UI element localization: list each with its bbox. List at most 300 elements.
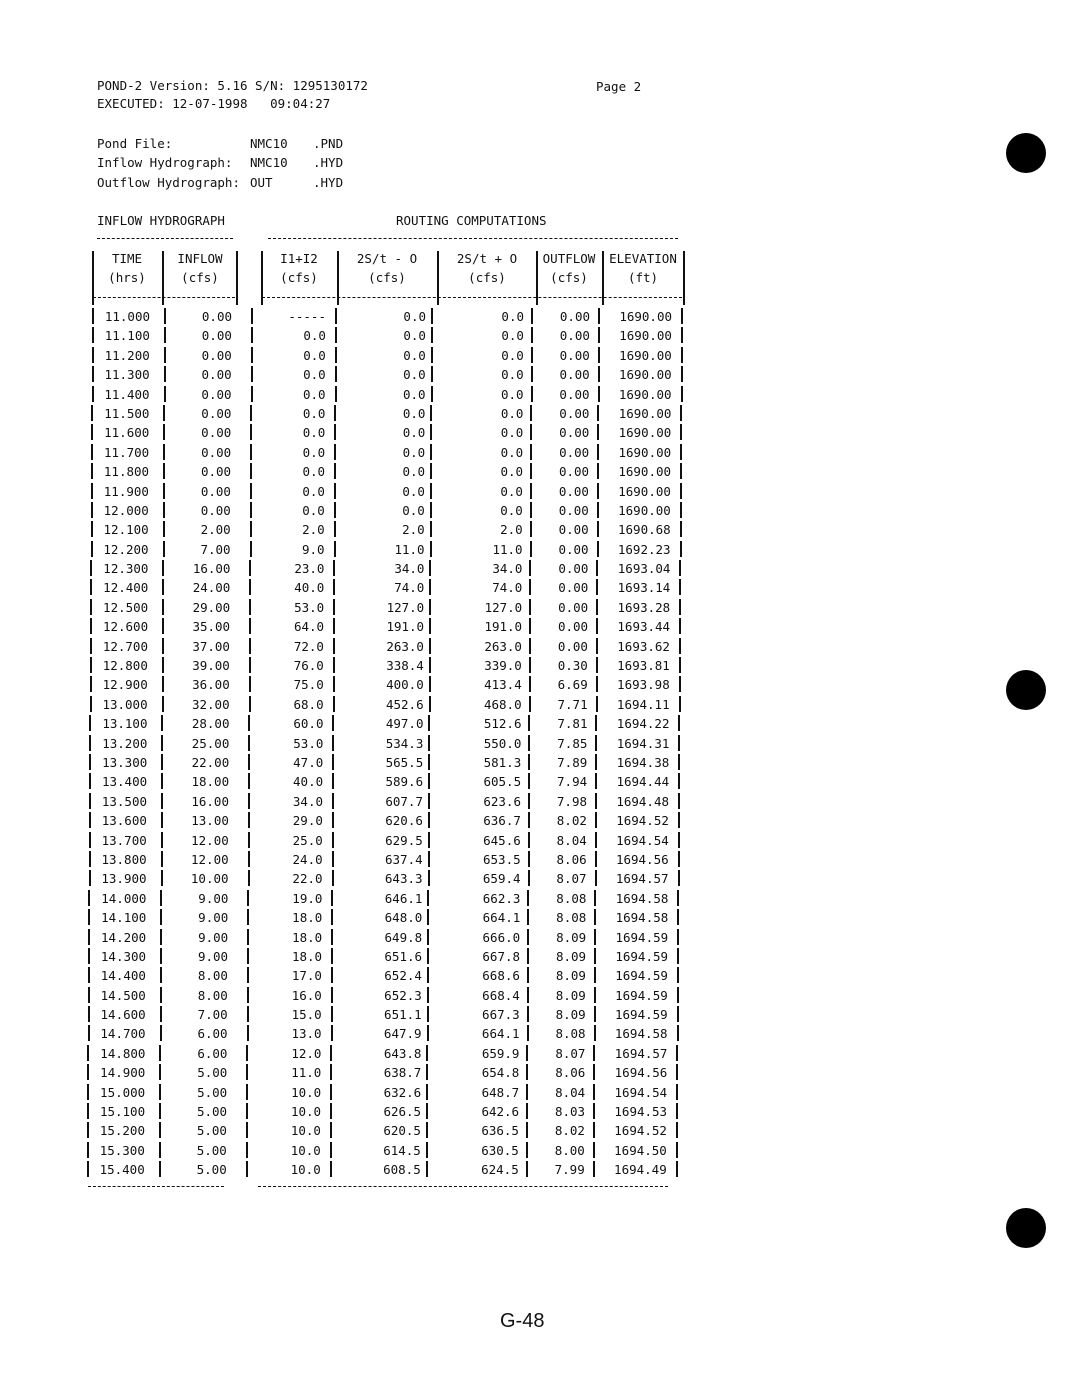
cell-divider [426, 1045, 428, 1061]
cell-divider [596, 676, 598, 692]
cell-divider [159, 1161, 161, 1177]
cell-divider [529, 696, 531, 712]
cell-divider [679, 657, 681, 673]
table-row [85, 734, 685, 753]
cell-2st-plus-o: 605.5 [483, 774, 522, 790]
cell-divider [676, 1064, 678, 1080]
cell-i1i2: 18.0 [292, 929, 323, 945]
cell-divider [90, 676, 92, 692]
cell-divider [678, 812, 680, 828]
cell-divider [528, 832, 530, 848]
execution-date: EXECUTED: 12-07-1998 09:04:27 [97, 96, 331, 111]
table-row [88, 346, 688, 365]
cell-divider [332, 812, 334, 828]
cell-outflow: 0.00 [558, 522, 589, 538]
cell-divider [249, 618, 251, 634]
cell-2st-minus-o: 0.0 [402, 405, 426, 421]
cell-2st-minus-o: 647.9 [383, 1026, 422, 1042]
cell-2st-minus-o: 0.0 [402, 425, 426, 441]
cell-divider [526, 1064, 528, 1080]
cell-divider [431, 327, 433, 343]
cell-divider [330, 1161, 332, 1177]
cell-divider [680, 502, 682, 518]
cell-divider [91, 444, 93, 460]
cell-divider [247, 929, 249, 945]
cell-time: 14.700 [100, 1026, 146, 1042]
cell-2st-minus-o: 0.0 [402, 464, 426, 480]
cell-divider [529, 579, 531, 595]
cell-outflow: 0.00 [558, 580, 589, 596]
cell-divider [526, 1161, 528, 1177]
cell-time: 15.300 [99, 1142, 145, 1158]
table-row [86, 617, 686, 636]
cell-divider [87, 1142, 89, 1158]
punch-hole-top [1006, 133, 1046, 173]
cell-i1i2: 0.0 [303, 328, 326, 344]
cell-divider [335, 308, 337, 324]
table-row [87, 501, 687, 520]
cell-time: 15.400 [99, 1162, 145, 1178]
cell-divider [92, 327, 94, 343]
cell-elevation: 1694.52 [614, 1123, 667, 1139]
cell-2st-minus-o: 0.0 [402, 444, 426, 460]
cell-2st-plus-o: 581.3 [483, 754, 522, 770]
cell-inflow: 0.00 [201, 405, 232, 421]
cell-inflow: 5.00 [197, 1084, 228, 1100]
cell-2st-minus-o: 638.7 [383, 1065, 422, 1081]
cell-i1i2: 29.0 [292, 813, 323, 829]
cell-i1i2: 25.0 [292, 832, 323, 848]
cell-divider [333, 638, 335, 654]
cell-2st-plus-o: 263.0 [484, 638, 522, 654]
cell-divider [90, 579, 92, 595]
cell-divider [251, 308, 253, 324]
cell-2st-plus-o: 666.0 [482, 929, 521, 945]
column-unit-inflow: (cfs) [181, 270, 219, 285]
cell-divider [530, 463, 532, 479]
cell-divider [331, 1006, 333, 1022]
cell-divider [163, 521, 165, 537]
cell-i1i2: 18.0 [291, 948, 323, 964]
cell-divider [162, 618, 164, 634]
cell-outflow: 8.02 [556, 813, 587, 829]
cell-inflow: 2.00 [200, 522, 231, 538]
cell-outflow: 0.00 [558, 464, 590, 480]
cell-divider [429, 599, 431, 615]
cell-time: 13.300 [102, 754, 148, 770]
cell-inflow: 32.00 [191, 696, 230, 712]
cell-divider [429, 560, 431, 576]
cell-divider [596, 618, 598, 634]
column-unit-i1i2: (cfs) [280, 270, 318, 285]
cell-divider [531, 308, 533, 324]
cell-divider [335, 386, 337, 402]
cell-divider [598, 366, 600, 382]
cell-divider [332, 793, 334, 809]
cell-inflow: 0.00 [201, 347, 232, 363]
cell-2st-plus-o: 34.0 [492, 561, 523, 577]
cell-divider [595, 870, 597, 886]
table-row [87, 520, 687, 539]
cell-divider [249, 696, 251, 712]
cell-2st-minus-o: 632.6 [383, 1084, 422, 1100]
cell-elevation: 1694.54 [616, 832, 669, 848]
cell-divider [89, 773, 91, 789]
cell-outflow: 8.04 [556, 832, 587, 848]
cell-i1i2: 64.0 [293, 619, 325, 635]
cell-divider [163, 541, 165, 557]
cell-divider [91, 521, 93, 537]
cell-elevation: 1694.56 [615, 851, 669, 867]
cell-divider [87, 1084, 89, 1100]
cell-divider [430, 521, 432, 537]
cell-divider [161, 851, 163, 867]
cell-divider [530, 483, 532, 499]
cell-2st-plus-o: 654.8 [481, 1065, 520, 1081]
cell-divider [528, 851, 530, 867]
cell-divider [593, 1045, 595, 1061]
cell-divider [333, 696, 335, 712]
cell-divider [333, 676, 335, 692]
cell-divider [597, 463, 599, 479]
routing-top-rule [268, 238, 678, 239]
cell-inflow: 10.00 [190, 871, 229, 887]
cell-divider [332, 735, 334, 751]
cell-i1i2: 10.0 [290, 1123, 321, 1139]
cell-divider [431, 308, 433, 324]
cell-divider [246, 1064, 248, 1080]
cell-2st-plus-o: 662.3 [482, 890, 521, 906]
cell-divider [163, 424, 165, 440]
cell-divider [431, 366, 433, 382]
cell-elevation: 1690.00 [618, 464, 672, 480]
cell-divider [248, 735, 250, 751]
cell-divider [159, 1103, 161, 1119]
cell-time: 11.100 [104, 328, 150, 344]
cell-elevation: 1694.59 [615, 948, 669, 964]
cell-divider [429, 579, 431, 595]
cell-inflow: 13.00 [191, 813, 229, 829]
column-unit-elevation: (ft) [627, 270, 659, 285]
cell-divider [91, 502, 93, 518]
cell-i1i2: 12.0 [291, 1045, 322, 1061]
column-unit-outflow: (cfs) [550, 270, 588, 285]
cell-divider [159, 1084, 161, 1100]
cell-divider [427, 987, 429, 1003]
cell-outflow: 8.09 [555, 1007, 586, 1023]
cell-2st-minus-o: 452.6 [385, 696, 424, 712]
table-row [84, 908, 684, 927]
cell-divider [247, 967, 249, 983]
cell-inflow: 29.00 [192, 599, 231, 615]
page-number: Page 2 [596, 79, 642, 94]
cell-2st-minus-o: 646.1 [384, 890, 423, 906]
cell-divider [163, 444, 165, 460]
cell-divider [528, 735, 530, 751]
cell-2st-plus-o: 339.0 [484, 658, 522, 674]
cell-divider [680, 444, 682, 460]
inflow-bottom-rule [88, 1186, 224, 1187]
cell-divider [676, 1084, 678, 1100]
table-row [87, 462, 687, 481]
cell-i1i2: 60.0 [293, 716, 324, 732]
cell-i1i2: 10.0 [290, 1162, 321, 1178]
cell-inflow: 6.00 [197, 1045, 228, 1061]
cell-divider [596, 579, 598, 595]
cell-outflow: 8.08 [556, 910, 587, 926]
cell-2st-minus-o: 263.0 [386, 638, 424, 654]
cell-divider [163, 405, 165, 421]
cell-divider [428, 870, 430, 886]
cell-divider [250, 541, 252, 557]
cell-divider [250, 405, 252, 421]
cell-outflow: 0.00 [559, 444, 590, 460]
cell-elevation: 1694.11 [616, 696, 670, 712]
cell-elevation: 1694.58 [614, 1026, 668, 1042]
cell-i1i2: 0.0 [302, 502, 325, 518]
cell-divider [428, 812, 430, 828]
cell-divider [88, 1025, 90, 1041]
cell-divider [330, 1084, 332, 1100]
cell-elevation: 1693.81 [617, 658, 670, 674]
cell-divider [334, 541, 336, 557]
cell-inflow: 0.00 [200, 502, 231, 518]
cell-time: 12.600 [102, 619, 149, 635]
cell-inflow: 5.00 [196, 1142, 227, 1158]
cell-i1i2: 72.0 [293, 638, 324, 654]
cell-time: 13.700 [101, 832, 147, 848]
cell-2st-minus-o: 648.0 [384, 910, 423, 926]
cell-divider [162, 599, 164, 615]
routing-table-body [88, 307, 688, 1180]
cell-divider [161, 773, 163, 789]
cell-2st-plus-o: 667.3 [482, 1007, 520, 1023]
cell-time: 13.900 [101, 871, 147, 887]
cell-divider [598, 327, 600, 343]
cell-divider [594, 948, 596, 964]
cell-i1i2: 19.0 [292, 890, 323, 906]
table-row [83, 1102, 683, 1121]
cell-i1i2: 0.0 [303, 347, 326, 363]
cell-divider [247, 1006, 249, 1022]
cell-2st-plus-o: 668.6 [482, 968, 520, 984]
cell-divider [89, 793, 91, 809]
cell-divider [89, 735, 91, 751]
cell-divider [429, 657, 431, 673]
cell-2st-plus-o: 664.1 [482, 910, 521, 926]
routing-section-title: ROUTING COMPUTATIONS [396, 213, 547, 228]
cell-divider [527, 1025, 529, 1041]
cell-divider [677, 929, 679, 945]
cell-elevation: 1694.57 [614, 1045, 668, 1061]
cell-2st-minus-o: 338.4 [386, 658, 424, 674]
cell-divider [679, 696, 681, 712]
cell-divider [527, 987, 529, 1003]
table-row [84, 889, 684, 908]
table-row [88, 307, 688, 326]
cell-elevation: 1690.00 [618, 502, 671, 518]
cell-time: 13.600 [101, 813, 147, 829]
cell-inflow: 5.00 [197, 1065, 228, 1081]
header-bar [683, 251, 685, 305]
cell-time: 12.200 [103, 541, 149, 557]
cell-outflow: 8.06 [556, 851, 587, 867]
cell-divider [331, 890, 333, 906]
cell-time: 12.400 [103, 580, 149, 596]
cell-divider [91, 405, 93, 421]
cell-divider [595, 754, 597, 770]
cell-divider [595, 793, 597, 809]
cell-divider [332, 851, 334, 867]
cell-divider [530, 521, 532, 537]
cell-outflow: 0.00 [557, 638, 588, 654]
cell-inflow: 9.00 [198, 890, 229, 906]
column-header-i1i2: I1+I2 [280, 251, 318, 266]
table-row [84, 928, 684, 947]
cell-divider [162, 657, 164, 673]
cell-2st-plus-o: 648.7 [481, 1084, 520, 1100]
cell-divider [161, 715, 163, 731]
cell-elevation: 1694.57 [615, 871, 669, 887]
file-label: Outflow Hydrograph: [97, 175, 240, 190]
cell-2st-minus-o: 0.0 [403, 328, 426, 344]
cell-divider [426, 1161, 428, 1177]
cell-divider [680, 541, 682, 557]
cell-divider [677, 987, 679, 1003]
cell-divider [596, 560, 598, 576]
cell-divider [164, 386, 166, 402]
cell-outflow: 0.00 [558, 561, 589, 577]
header-bar [162, 251, 164, 305]
cell-divider [597, 483, 599, 499]
cell-divider [162, 638, 164, 654]
table-row [86, 637, 686, 656]
cell-divider [426, 1064, 428, 1080]
cell-2st-plus-o: 0.0 [500, 405, 524, 421]
cell-divider [678, 851, 680, 867]
cell-divider [88, 948, 90, 964]
cell-divider [596, 696, 598, 712]
cell-outflow: 0.30 [557, 658, 588, 674]
cell-2st-plus-o: 512.6 [483, 716, 522, 732]
cell-divider [428, 735, 430, 751]
header-bar [236, 251, 238, 305]
cell-2st-plus-o: 624.5 [481, 1162, 519, 1178]
cell-time: 13.500 [101, 793, 147, 809]
cell-divider [334, 521, 336, 537]
table-row [86, 695, 686, 714]
cell-2st-minus-o: 0.0 [403, 309, 426, 324]
cell-divider [330, 1103, 332, 1119]
cell-2st-minus-o: 651.1 [384, 1007, 422, 1023]
cell-divider [429, 696, 431, 712]
cell-i1i2: 18.0 [292, 910, 323, 926]
cell-elevation: 1694.52 [616, 813, 669, 829]
cell-elevation: 1694.44 [616, 774, 670, 790]
table-row [87, 404, 687, 423]
cell-divider [594, 987, 596, 1003]
cell-inflow: 0.00 [200, 464, 232, 480]
cell-time: 11.500 [104, 405, 150, 421]
cell-i1i2: 24.0 [292, 851, 323, 867]
cell-divider [331, 929, 333, 945]
cell-inflow: 39.00 [192, 658, 230, 674]
cell-divider [331, 987, 333, 1003]
cell-divider [330, 1045, 332, 1061]
cell-elevation: 1693.44 [617, 619, 671, 635]
cell-outflow: 0.00 [559, 386, 590, 402]
cell-time: 11.300 [104, 367, 150, 383]
cell-i1i2: 15.0 [291, 1007, 322, 1023]
table-row [83, 1121, 683, 1140]
cell-divider [427, 890, 429, 906]
cell-divider [331, 948, 333, 964]
cell-divider [89, 754, 91, 770]
cell-2st-plus-o: 659.4 [482, 871, 521, 887]
cell-divider [248, 851, 250, 867]
cell-2st-minus-o: 629.5 [385, 832, 423, 848]
cell-divider [428, 793, 430, 809]
cell-2st-plus-o: 636.5 [481, 1123, 519, 1139]
cell-2st-minus-o: 0.0 [403, 367, 426, 383]
cell-divider [161, 812, 163, 828]
table-row [84, 1024, 684, 1043]
cell-divider [678, 832, 680, 848]
cell-divider [527, 967, 529, 983]
program-version: POND-2 Version: 5.16 S/N: 1295130172 [97, 78, 368, 93]
cell-inflow: 12.00 [191, 832, 229, 848]
cell-divider [250, 483, 252, 499]
cell-divider [678, 793, 680, 809]
cell-divider [428, 715, 430, 731]
cell-divider [597, 424, 599, 440]
cell-outflow: 0.00 [557, 619, 589, 635]
cell-divider [87, 1064, 89, 1080]
cell-i1i2: 10.0 [290, 1142, 321, 1158]
column-header-2st-plus-o: 2S/t + O [456, 251, 518, 266]
cell-2st-plus-o: 0.0 [501, 367, 524, 383]
cell-divider [160, 909, 162, 925]
cell-time: 12.300 [103, 561, 149, 577]
cell-2st-minus-o: 0.0 [402, 502, 425, 518]
table-row [85, 753, 685, 772]
cell-divider [430, 424, 432, 440]
cell-time: 15.100 [99, 1104, 146, 1120]
cell-divider [87, 1161, 89, 1177]
cell-i1i2: 53.0 [294, 599, 325, 615]
cell-divider [430, 463, 432, 479]
cell-divider [249, 579, 251, 595]
cell-inflow: 8.00 [197, 987, 228, 1003]
cell-outflow: 7.94 [557, 774, 588, 790]
cell-i1i2: 0.0 [303, 367, 326, 383]
cell-divider [526, 1103, 528, 1119]
cell-inflow: 25.00 [191, 735, 230, 751]
cell-inflow: 0.00 [200, 483, 231, 499]
cell-2st-minus-o: 620.5 [383, 1123, 421, 1139]
cell-2st-minus-o: 400.0 [386, 677, 424, 693]
cell-divider [333, 618, 335, 634]
cell-divider [680, 463, 682, 479]
cell-divider [162, 696, 164, 712]
cell-divider [164, 347, 166, 363]
cell-i1i2: 0.0 [302, 405, 326, 421]
cell-divider [678, 870, 680, 886]
cell-divider [160, 929, 162, 945]
cell-elevation: 1693.98 [617, 677, 670, 693]
cell-i1i2: 47.0 [293, 754, 324, 770]
cell-divider [335, 327, 337, 343]
